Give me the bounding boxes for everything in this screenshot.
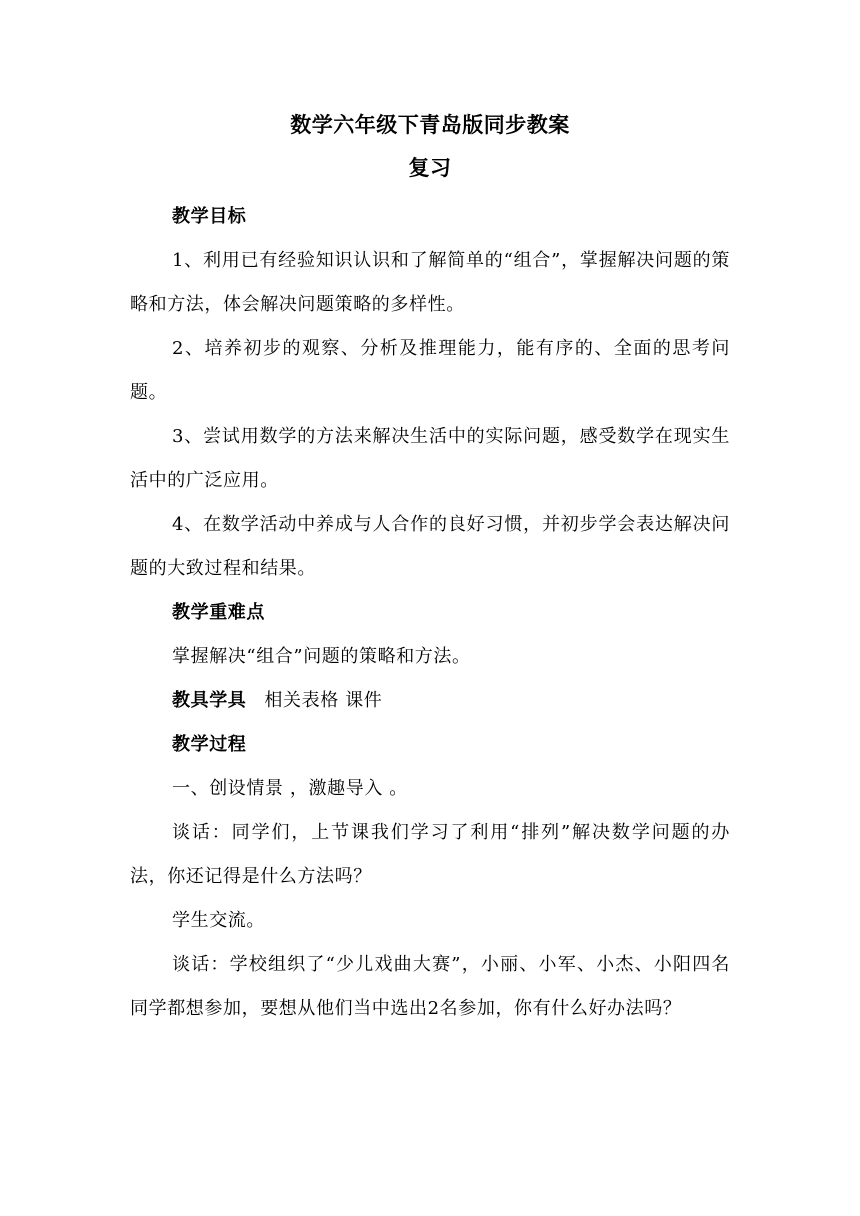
- key-points-heading: 教学重难点: [172, 602, 265, 623]
- process-paragraph: 谈话：学校组织了“少儿戏曲大赛”，小丽、小军、小杰、小阳四名同学都想参加，要想从他们当中选出2名参加，你有什么好办法吗？: [130, 954, 730, 1019]
- document-title: 数学六年级下青岛版同步教案: [290, 113, 570, 137]
- objective-item: 2、培养初步的观察、分析及推理能力，能有序的、全面的思考问题。: [130, 338, 730, 403]
- objective-item: 1、利用已有经验知识认识和了解简单的“组合”，掌握解决问题的策略和方法，体会解决问题策略的多样性。: [130, 250, 730, 315]
- process-heading: 教学过程: [172, 734, 247, 755]
- tools-text: 相关表格 课件: [264, 690, 383, 711]
- objective-item: 3、尝试用数学的方法来解决生活中的实际问题，感受数学在现实生活中的广泛应用。: [130, 426, 730, 491]
- key-points-text: 掌握解决“组合”问题的策略和方法。: [172, 646, 471, 667]
- process-paragraph: 谈话：同学们，上节课我们学习了利用“排列”解决数学问题的办法，你还记得是什么方法吗？: [130, 822, 730, 887]
- process-paragraph: 一、创设情景 ，激趣导入 。: [172, 778, 408, 799]
- objective-item: 4、在数学活动中养成与人合作的良好习惯，并初步学会表达解决问题的大致过程和结果。: [130, 514, 730, 579]
- document-subtitle: 复习: [408, 156, 452, 180]
- tools-heading: 教具学具: [172, 690, 247, 711]
- document-body: [130, 195, 730, 1031]
- tools-line: [130, 679, 730, 723]
- process-paragraph: 学生交流。: [172, 910, 265, 931]
- objectives-heading: 教学目标: [172, 206, 247, 227]
